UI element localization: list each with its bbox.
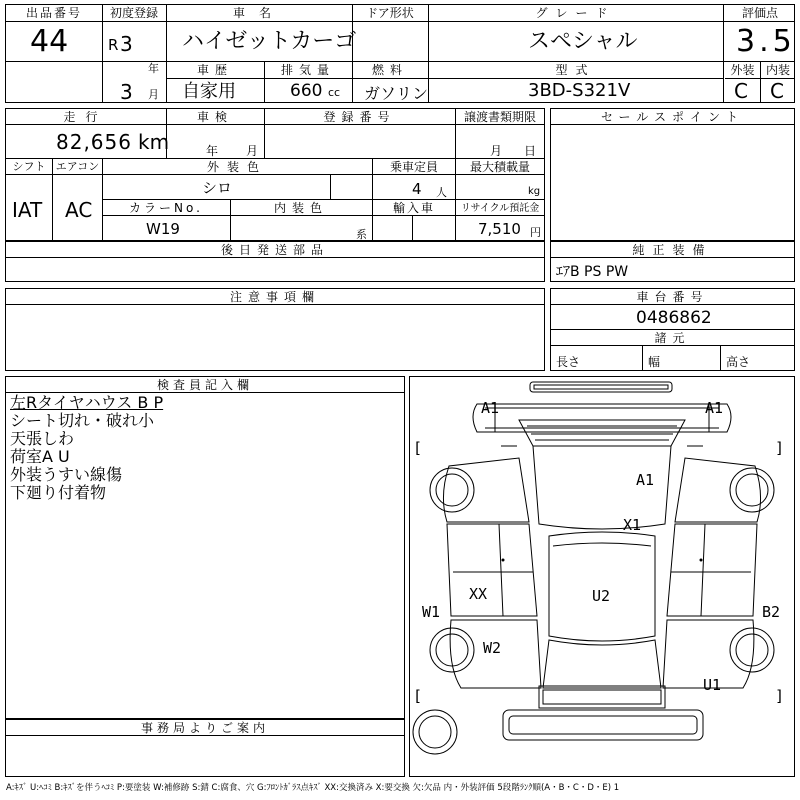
era-value: R — [108, 36, 119, 54]
seats-unit: 人 — [436, 186, 447, 199]
chassis-value: 0486862 — [636, 308, 712, 328]
model-label: 型式 — [555, 63, 596, 77]
car-name-value: ハイゼットカーゴ — [182, 29, 357, 54]
car-name-label: 車名 — [232, 6, 285, 20]
history-label: 車歴 — [196, 63, 233, 77]
month-value: 3 — [120, 80, 133, 104]
load-label: 最大積載量 — [469, 160, 530, 174]
transfer-month: 月 — [490, 144, 503, 158]
later-parts-label: 後日発送部品 — [220, 243, 329, 257]
month-unit: 月 — [148, 88, 159, 101]
inspection-label: 車検 — [196, 110, 233, 124]
damage-x1: X1 — [623, 516, 642, 534]
intcolor-label: 内装色 — [273, 201, 328, 215]
fuel-value: ガソリン — [364, 84, 429, 103]
damage-a1-front-left: A1 — [481, 399, 500, 417]
displacement-unit: cc — [328, 86, 341, 99]
fuel-label: 燃料 — [371, 63, 408, 77]
note-line: 荷室A U — [10, 447, 70, 466]
exterior-value: C — [734, 79, 748, 103]
note-line: シート切れ・破れ小 — [10, 411, 155, 430]
shift-value: IAT — [12, 198, 43, 222]
damage-u1: U1 — [703, 676, 722, 694]
color-value: シロ — [202, 179, 233, 197]
recycle-value: 7,510 — [478, 220, 521, 238]
inspector-label: 検査員記入欄 — [156, 378, 253, 392]
sales-points-box — [550, 108, 795, 241]
transfer-label: 譲渡書類期限 — [463, 110, 536, 124]
model-value: 3BD-S321V — [528, 80, 631, 101]
transfer-day: 日 — [524, 144, 537, 158]
damage-a1-roof: A1 — [636, 471, 655, 489]
vehicle-diagram — [409, 376, 795, 777]
note-line: 下廻り付着物 — [10, 483, 107, 502]
import-label: 輸入車 — [392, 201, 435, 215]
note-line: 左Rタイヤハウス B P — [10, 393, 164, 412]
score-label: 評価点 — [741, 6, 778, 20]
damage-a1-front-right: A1 — [705, 399, 724, 417]
bracket-left-bottom: [ — [413, 687, 423, 705]
seats-label: 乗車定員 — [389, 160, 438, 174]
legend-footer: A:ｷｽﾞ U:ﾍｺﾐ B:ｷｽﾞを伴うﾍｺﾐ P:要塗装 W:補修跡 S:錆 C:腐食、穴 G:ﾌﾛﾝﾄｶﾞﾗｽ点ｷｽﾞ XX:交換済み X:要交換 欠:欠品 内・外装評価 5段階ﾗﾝｸ順(A・B・C・D・E) 1 — [6, 783, 620, 793]
genuine-value: ｴｱB PS PW — [556, 264, 629, 280]
genuine-label: 純正装備 — [632, 243, 713, 257]
interior-value: C — [770, 79, 784, 103]
dims-label: 諸元 — [654, 331, 691, 345]
office-label: 事務局よりご案内 — [140, 721, 269, 735]
width-label: 幅 — [648, 355, 661, 369]
height-label: 高さ — [726, 355, 751, 369]
damage-u2: U2 — [592, 587, 611, 605]
damage-xx: XX — [469, 585, 488, 603]
bracket-right-bottom: ] — [775, 687, 785, 705]
ac-value: AC — [65, 198, 93, 222]
length-label: 長さ — [556, 355, 581, 369]
load-unit: kg — [528, 186, 541, 197]
lot-label: 出品番号 — [25, 6, 82, 20]
exterior-label: 外装 — [730, 63, 755, 77]
note-line: 天張しわ — [10, 429, 75, 448]
sales-points-label: セールスポイント — [601, 110, 744, 124]
displacement-label: 排気量 — [280, 63, 335, 77]
bracket-right-top: ] — [775, 439, 785, 457]
mileage-label: 走行 — [63, 110, 108, 124]
chassis-label: 車台番号 — [636, 290, 709, 304]
shift-label: シフト — [12, 160, 46, 173]
lot-value: 44 — [30, 24, 69, 59]
year-unit: 年 — [148, 62, 159, 75]
score-value: 3.5 — [736, 24, 796, 59]
inspector-notes — [10, 394, 163, 502]
recycle-label: リサイクル預託金 — [460, 203, 540, 214]
mileage-value: 82,656 — [56, 130, 132, 154]
regno-label: 登録番号 — [323, 110, 396, 124]
intcolor-unit: 系 — [356, 228, 367, 241]
interior-label: 内装 — [765, 63, 790, 77]
colorno-value: W19 — [146, 220, 180, 238]
grade-value: スペシャル — [528, 29, 638, 54]
history-value: 自家用 — [182, 81, 236, 102]
displacement-value: 660 — [290, 81, 323, 101]
recycle-unit: 円 — [530, 226, 541, 239]
first-reg-label: 初度登録 — [109, 6, 158, 20]
insp-year-unit: 年 — [206, 144, 219, 158]
damage-w2: W2 — [483, 639, 502, 657]
grade-label: グレード — [535, 6, 616, 20]
door-label: ドア形状 — [366, 6, 414, 20]
color-label: 外装色 — [206, 160, 267, 174]
bracket-left-top: [ — [413, 439, 423, 457]
note-line: 外装うすい線傷 — [10, 465, 123, 484]
colorno-label: カラーNo. — [129, 201, 203, 215]
damage-w1: W1 — [422, 603, 441, 621]
mileage-unit: km — [138, 130, 170, 154]
year-value: 3 — [120, 32, 133, 56]
damage-b2: B2 — [762, 603, 781, 621]
seats-value: 4 — [412, 180, 422, 198]
insp-month-unit: 月 — [246, 144, 259, 158]
caution-label: 注意事項欄 — [229, 290, 320, 304]
ac-label: エアコン — [55, 160, 100, 173]
